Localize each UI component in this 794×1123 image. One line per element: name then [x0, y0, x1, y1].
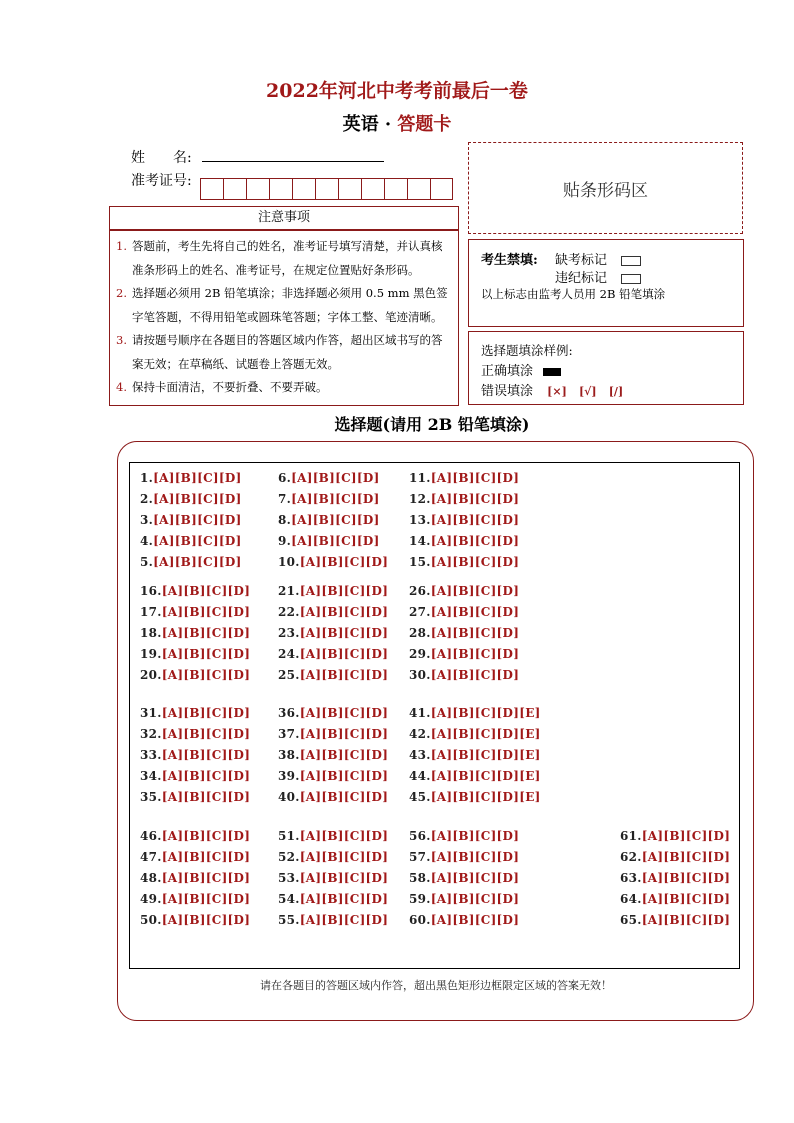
barcode-area: [468, 142, 743, 234]
absent-mark-label: 缺考标记: [555, 253, 608, 268]
answer-options[interactable]: [A][B][C][D]: [291, 492, 380, 506]
question-50[interactable]: [140, 913, 250, 927]
question-number: 51.: [278, 829, 300, 843]
id-box[interactable]: [430, 178, 453, 200]
question-58[interactable]: [409, 871, 519, 885]
question-number: 19.: [140, 647, 162, 661]
question-16[interactable]: [140, 584, 250, 598]
answer-options[interactable]: [A][B][C][D]: [161, 769, 251, 783]
question-9[interactable]: [278, 534, 380, 548]
question-number: 21.: [278, 584, 300, 598]
question-13[interactable]: [409, 513, 519, 527]
question-21[interactable]: [278, 584, 388, 598]
answer-options[interactable]: [A][B][C][D]: [161, 913, 251, 927]
answer-options[interactable]: [A][B][C][D]: [430, 626, 520, 640]
answer-options[interactable]: [A][B][C][D]: [299, 748, 389, 762]
question-number: 65.: [620, 913, 642, 927]
question-number: 29.: [409, 647, 431, 661]
notice-box: [109, 230, 459, 406]
answer-options[interactable]: [A][B][C][D]: [161, 871, 251, 885]
question-36[interactable]: [278, 706, 388, 720]
answer-options[interactable]: [A][B][C][D]: [153, 492, 242, 506]
dot-separator: ·: [384, 114, 392, 135]
question-number: 56.: [409, 829, 431, 843]
question-number: 3.: [140, 513, 154, 527]
question-number: 31.: [140, 706, 162, 720]
id-box[interactable]: [315, 178, 338, 200]
question-number: 18.: [140, 626, 162, 640]
question-number: 43.: [409, 748, 431, 762]
question-number: 59.: [409, 892, 431, 906]
warning-label: 考生禁填:: [481, 253, 538, 268]
wrong-sample-row: [481, 380, 623, 399]
question-42[interactable]: [409, 727, 541, 741]
answer-options[interactable]: [A][B][C][D]: [430, 829, 520, 843]
question-number: 37.: [278, 727, 300, 741]
answer-options[interactable]: [A][B][C][D]: [161, 727, 251, 741]
answer-options[interactable]: [A][B][C][D]: [291, 513, 380, 527]
question-3[interactable]: [140, 513, 242, 527]
question-1[interactable]: [140, 471, 242, 485]
question-number: 22.: [278, 605, 300, 619]
question-number: 15.: [409, 555, 431, 569]
answer-options[interactable]: [A][B][C][D]: [299, 584, 389, 598]
id-box[interactable]: [407, 178, 430, 200]
question-number: 26.: [409, 584, 431, 598]
question-number: 49.: [140, 892, 162, 906]
question-27[interactable]: [409, 605, 519, 619]
question-number: 14.: [409, 534, 431, 548]
question-60[interactable]: [409, 913, 519, 927]
wrong-mark-slash: [/]: [608, 385, 624, 398]
question-45[interactable]: [409, 790, 541, 804]
wrong-mark-cross: [×]: [547, 385, 567, 398]
question-number: 35.: [140, 790, 162, 804]
question-41[interactable]: [409, 706, 541, 720]
absent-mark-box[interactable]: [621, 256, 641, 266]
question-number: 52.: [278, 850, 300, 864]
question-59[interactable]: [409, 892, 519, 906]
notice-heading: 注意事项: [109, 206, 459, 230]
question-number: 44.: [409, 769, 431, 783]
question-number: 5.: [140, 555, 154, 569]
question-number: 24.: [278, 647, 300, 661]
wrong-mark-check: [√]: [578, 385, 597, 398]
question-number: 6.: [278, 471, 292, 485]
answer-options[interactable]: [A][B][C][D]: [430, 913, 520, 927]
answer-options[interactable]: [A][B][C][D]: [299, 850, 389, 864]
answer-options[interactable]: [A][B][C][D]: [161, 647, 251, 661]
question-number: 20.: [140, 668, 162, 682]
answer-options[interactable]: [A][B][C][D]: [299, 727, 389, 741]
question-4[interactable]: [140, 534, 242, 548]
question-46[interactable]: [140, 829, 250, 843]
fill-sample-box: [468, 331, 744, 405]
question-34[interactable]: [140, 769, 250, 783]
question-number: 17.: [140, 605, 162, 619]
question-24[interactable]: [278, 647, 388, 661]
question-number: 7.: [278, 492, 292, 506]
notice-num: 3.: [116, 333, 127, 347]
question-14[interactable]: [409, 534, 519, 548]
question-35[interactable]: [140, 790, 250, 804]
question-25[interactable]: [278, 668, 388, 682]
question-number: 53.: [278, 871, 300, 885]
answer-options[interactable]: [A][B][C][D]: [641, 829, 731, 843]
id-number-boxes[interactable]: [200, 178, 453, 200]
question-number: 4.: [140, 534, 154, 548]
answer-options[interactable]: [A][B][C][D]: [430, 892, 520, 906]
notice-text: 选择题必须用 2B 铅笔填涂；非选择题必须用 0.5 mm 黑色签字笔答题，不得用铅笔或圆珠笔答题；字体工整、笔迹清晰。: [132, 286, 448, 324]
question-number: 58.: [409, 871, 431, 885]
question-number: 32.: [140, 727, 162, 741]
answer-options[interactable]: [A][B][C][D]: [161, 892, 251, 906]
answer-options[interactable]: [A][B][C][D]: [161, 748, 251, 762]
question-51[interactable]: [278, 829, 388, 843]
answer-options[interactable]: [A][B][C][D]: [430, 647, 520, 661]
answer-options[interactable]: [A][B][C][D]: [299, 871, 389, 885]
question-number: 42.: [409, 727, 431, 741]
answer-options[interactable]: [A][B][C][D][E]: [430, 706, 541, 720]
question-number: 55.: [278, 913, 300, 927]
question-49[interactable]: [140, 892, 250, 906]
question-number: 28.: [409, 626, 431, 640]
notice-text: 答题前，考生先将自己的姓名，准考证号填写清楚，并认真核准条形码上的姓名、准考证号，在规定位置贴好条形码。: [132, 239, 443, 277]
question-number: 16.: [140, 584, 162, 598]
question-number: 13.: [409, 513, 431, 527]
question-number: 54.: [278, 892, 300, 906]
answer-options[interactable]: [A][B][C][D]: [161, 790, 251, 804]
question-8[interactable]: [278, 513, 380, 527]
question-number: 40.: [278, 790, 300, 804]
id-box[interactable]: [338, 178, 361, 200]
question-54[interactable]: [278, 892, 388, 906]
notice-item: [116, 282, 452, 329]
answer-options[interactable]: [A][B][C][D]: [430, 605, 520, 619]
question-55[interactable]: [278, 913, 388, 927]
answer-options[interactable]: [A][B][C][D]: [299, 706, 389, 720]
id-box[interactable]: [200, 178, 223, 200]
answer-options[interactable]: [A][B][C][D][E]: [430, 790, 541, 804]
question-number: 64.: [620, 892, 642, 906]
question-31[interactable]: [140, 706, 250, 720]
notice-num: 1.: [116, 239, 127, 253]
section-title: 选择题(请用 2B 铅笔填涂): [334, 415, 530, 434]
answer-options[interactable]: [A][B][C][D]: [430, 871, 520, 885]
answer-options[interactable]: [A][B][C][D]: [430, 850, 520, 864]
correct-sample-row: [481, 360, 561, 379]
question-number: 48.: [140, 871, 162, 885]
answer-options[interactable]: [A][B][C][D]: [161, 706, 251, 720]
question-19[interactable]: [140, 647, 250, 661]
question-43[interactable]: [409, 748, 541, 762]
answer-options[interactable]: [A][B][C][D]: [299, 668, 389, 682]
question-57[interactable]: [409, 850, 519, 864]
question-11[interactable]: [409, 471, 519, 485]
id-box[interactable]: [361, 178, 384, 200]
question-number: 10.: [278, 555, 300, 569]
answer-options[interactable]: [A][B][C][D]: [161, 626, 251, 640]
answer-options[interactable]: [A][B][C][D]: [299, 829, 389, 843]
answer-options[interactable]: [A][B][C][D]: [299, 892, 389, 906]
answer-options[interactable]: [A][B][C][D]: [153, 555, 242, 569]
question-40[interactable]: [278, 790, 388, 804]
question-number: 30.: [409, 668, 431, 682]
answer-options[interactable]: [A][B][C][D]: [161, 605, 251, 619]
question-10[interactable]: [278, 555, 388, 569]
question-number: 33.: [140, 748, 162, 762]
id-box[interactable]: [292, 178, 315, 200]
question-20[interactable]: [140, 668, 250, 682]
question-number: 47.: [140, 850, 162, 864]
question-65[interactable]: [620, 913, 730, 927]
id-label: 准考证号:: [131, 173, 192, 189]
question-2[interactable]: [140, 492, 242, 506]
question-number: 8.: [278, 513, 292, 527]
answer-options[interactable]: [A][B][C][D][E]: [430, 748, 541, 762]
question-7[interactable]: [278, 492, 380, 506]
question-number: 34.: [140, 769, 162, 783]
answer-options[interactable]: [A][B][C][D][E]: [430, 727, 541, 741]
question-44[interactable]: [409, 769, 541, 783]
answer-options[interactable]: [A][B][C][D]: [299, 647, 389, 661]
filled-mark-icon: [543, 368, 561, 376]
question-17[interactable]: [140, 605, 250, 619]
question-32[interactable]: [140, 727, 250, 741]
answer-options[interactable]: [A][B][C][D]: [641, 850, 731, 864]
question-12[interactable]: [409, 492, 519, 506]
question-48[interactable]: [140, 871, 250, 885]
question-number: 1.: [140, 471, 154, 485]
question-39[interactable]: [278, 769, 388, 783]
wrong-sample-label: 错误填涂: [481, 384, 534, 399]
notice-item: [116, 329, 452, 376]
violation-mark-box[interactable]: [621, 274, 641, 284]
question-47[interactable]: [140, 850, 250, 864]
notice-item: [116, 376, 452, 400]
question-15[interactable]: [409, 555, 519, 569]
answer-options[interactable]: [A][B][C][D]: [291, 471, 380, 485]
question-64[interactable]: [620, 892, 730, 906]
answer-options[interactable]: [A][B][C][D]: [291, 534, 380, 548]
answer-options[interactable]: [A][B][C][D]: [299, 605, 389, 619]
id-box[interactable]: [223, 178, 246, 200]
violation-mark-label: 违纪标记: [555, 271, 608, 286]
question-number: 38.: [278, 748, 300, 762]
answer-options[interactable]: [A][B][C][D]: [299, 790, 389, 804]
answer-options[interactable]: [A][B][C][D]: [299, 913, 389, 927]
question-62[interactable]: [620, 850, 730, 864]
question-number: 63.: [620, 871, 642, 885]
answer-options[interactable]: [A][B][C][D]: [430, 534, 520, 548]
question-number: 23.: [278, 626, 300, 640]
page-subtitle: [0, 110, 794, 136]
question-number: 2.: [140, 492, 154, 506]
question-number: 12.: [409, 492, 431, 506]
answer-options[interactable]: [A][B][C][D]: [299, 555, 389, 569]
answer-options[interactable]: [A][B][C][D]: [153, 513, 242, 527]
card-label: 答题卡: [397, 114, 452, 135]
answer-region: [129, 462, 740, 969]
question-number: 60.: [409, 913, 431, 927]
question-33[interactable]: [140, 748, 250, 762]
question-number: 27.: [409, 605, 431, 619]
answer-options[interactable]: [A][B][C][D]: [430, 668, 520, 682]
answer-options[interactable]: [A][B][C][D]: [161, 829, 251, 843]
answer-options[interactable]: [A][B][C][D]: [430, 584, 520, 598]
question-28[interactable]: [409, 626, 519, 640]
examiner-only-box: [468, 239, 744, 327]
name-label: 姓 名:: [131, 150, 192, 166]
correct-sample-label: 正确填涂: [481, 364, 534, 379]
question-53[interactable]: [278, 871, 388, 885]
question-number: 41.: [409, 706, 431, 720]
question-number: 57.: [409, 850, 431, 864]
answer-options[interactable]: [A][B][C][D]: [153, 534, 242, 548]
question-number: 45.: [409, 790, 431, 804]
answer-options[interactable]: [A][B][C][D]: [161, 584, 251, 598]
answer-options[interactable]: [A][B][C][D]: [153, 471, 242, 485]
question-number: 9.: [278, 534, 292, 548]
answer-options[interactable]: [A][B][C][D]: [641, 871, 731, 885]
answer-options[interactable]: [A][B][C][D]: [430, 492, 520, 506]
answer-options[interactable]: [A][B][C][D]: [299, 626, 389, 640]
question-number: 39.: [278, 769, 300, 783]
question-29[interactable]: [409, 647, 519, 661]
absent-mark-row: [555, 249, 641, 268]
question-38[interactable]: [278, 748, 388, 762]
answer-options[interactable]: [A][B][C][D]: [430, 471, 520, 485]
name-field[interactable]: [202, 160, 384, 162]
id-box[interactable]: [269, 178, 292, 200]
question-6[interactable]: [278, 471, 380, 485]
question-number: 25.: [278, 668, 300, 682]
id-box[interactable]: [246, 178, 269, 200]
violation-mark-row: [555, 267, 641, 286]
notice-text: 保持卡面清洁，不要折叠、不要弄破。: [132, 380, 328, 394]
answer-options[interactable]: [A][B][C][D]: [161, 668, 251, 682]
answer-options[interactable]: [A][B][C][D]: [299, 769, 389, 783]
question-52[interactable]: [278, 850, 388, 864]
notice-num: 4.: [116, 380, 127, 394]
question-5[interactable]: [140, 555, 242, 569]
question-37[interactable]: [278, 727, 388, 741]
question-number: 36.: [278, 706, 300, 720]
question-number: 11.: [409, 471, 431, 485]
question-number: 46.: [140, 829, 162, 843]
question-number: 62.: [620, 850, 642, 864]
question-23[interactable]: [278, 626, 388, 640]
answer-options[interactable]: [A][B][C][D][E]: [430, 769, 541, 783]
question-61[interactable]: [620, 829, 730, 843]
page-title: 2022年河北中考考前最后一卷: [266, 80, 528, 102]
footer-warning: 请在各题目的答题区域内作答，超出黑色矩形边框限定区域的答案无效！: [260, 979, 612, 992]
question-56[interactable]: [409, 829, 519, 843]
question-18[interactable]: [140, 626, 250, 640]
question-number: 61.: [620, 829, 642, 843]
warning-note: 以上标志由监考人员用 2B 铅笔填涂: [481, 287, 666, 301]
answer-options[interactable]: [A][B][C][D]: [641, 892, 731, 906]
question-22[interactable]: [278, 605, 388, 619]
sample-title: 选择题填涂样例:: [481, 343, 573, 358]
question-26[interactable]: [409, 584, 519, 598]
notice-num: 2.: [116, 286, 127, 300]
subject-label: 英语: [342, 114, 379, 135]
barcode-label: 贴条形码区: [563, 180, 648, 201]
question-number: 50.: [140, 913, 162, 927]
answer-options[interactable]: [A][B][C][D]: [430, 555, 520, 569]
answer-options[interactable]: [A][B][C][D]: [161, 850, 251, 864]
answer-options[interactable]: [A][B][C][D]: [641, 913, 731, 927]
notice-item: [116, 235, 452, 282]
id-box[interactable]: [384, 178, 407, 200]
answer-options[interactable]: [A][B][C][D]: [430, 513, 520, 527]
notice-text: 请按题号顺序在各题目的答题区域内作答，超出区域书写的答案无效；在草稿纸、试题卷上答题无效。: [132, 333, 443, 371]
question-30[interactable]: [409, 668, 519, 682]
question-63[interactable]: [620, 871, 730, 885]
